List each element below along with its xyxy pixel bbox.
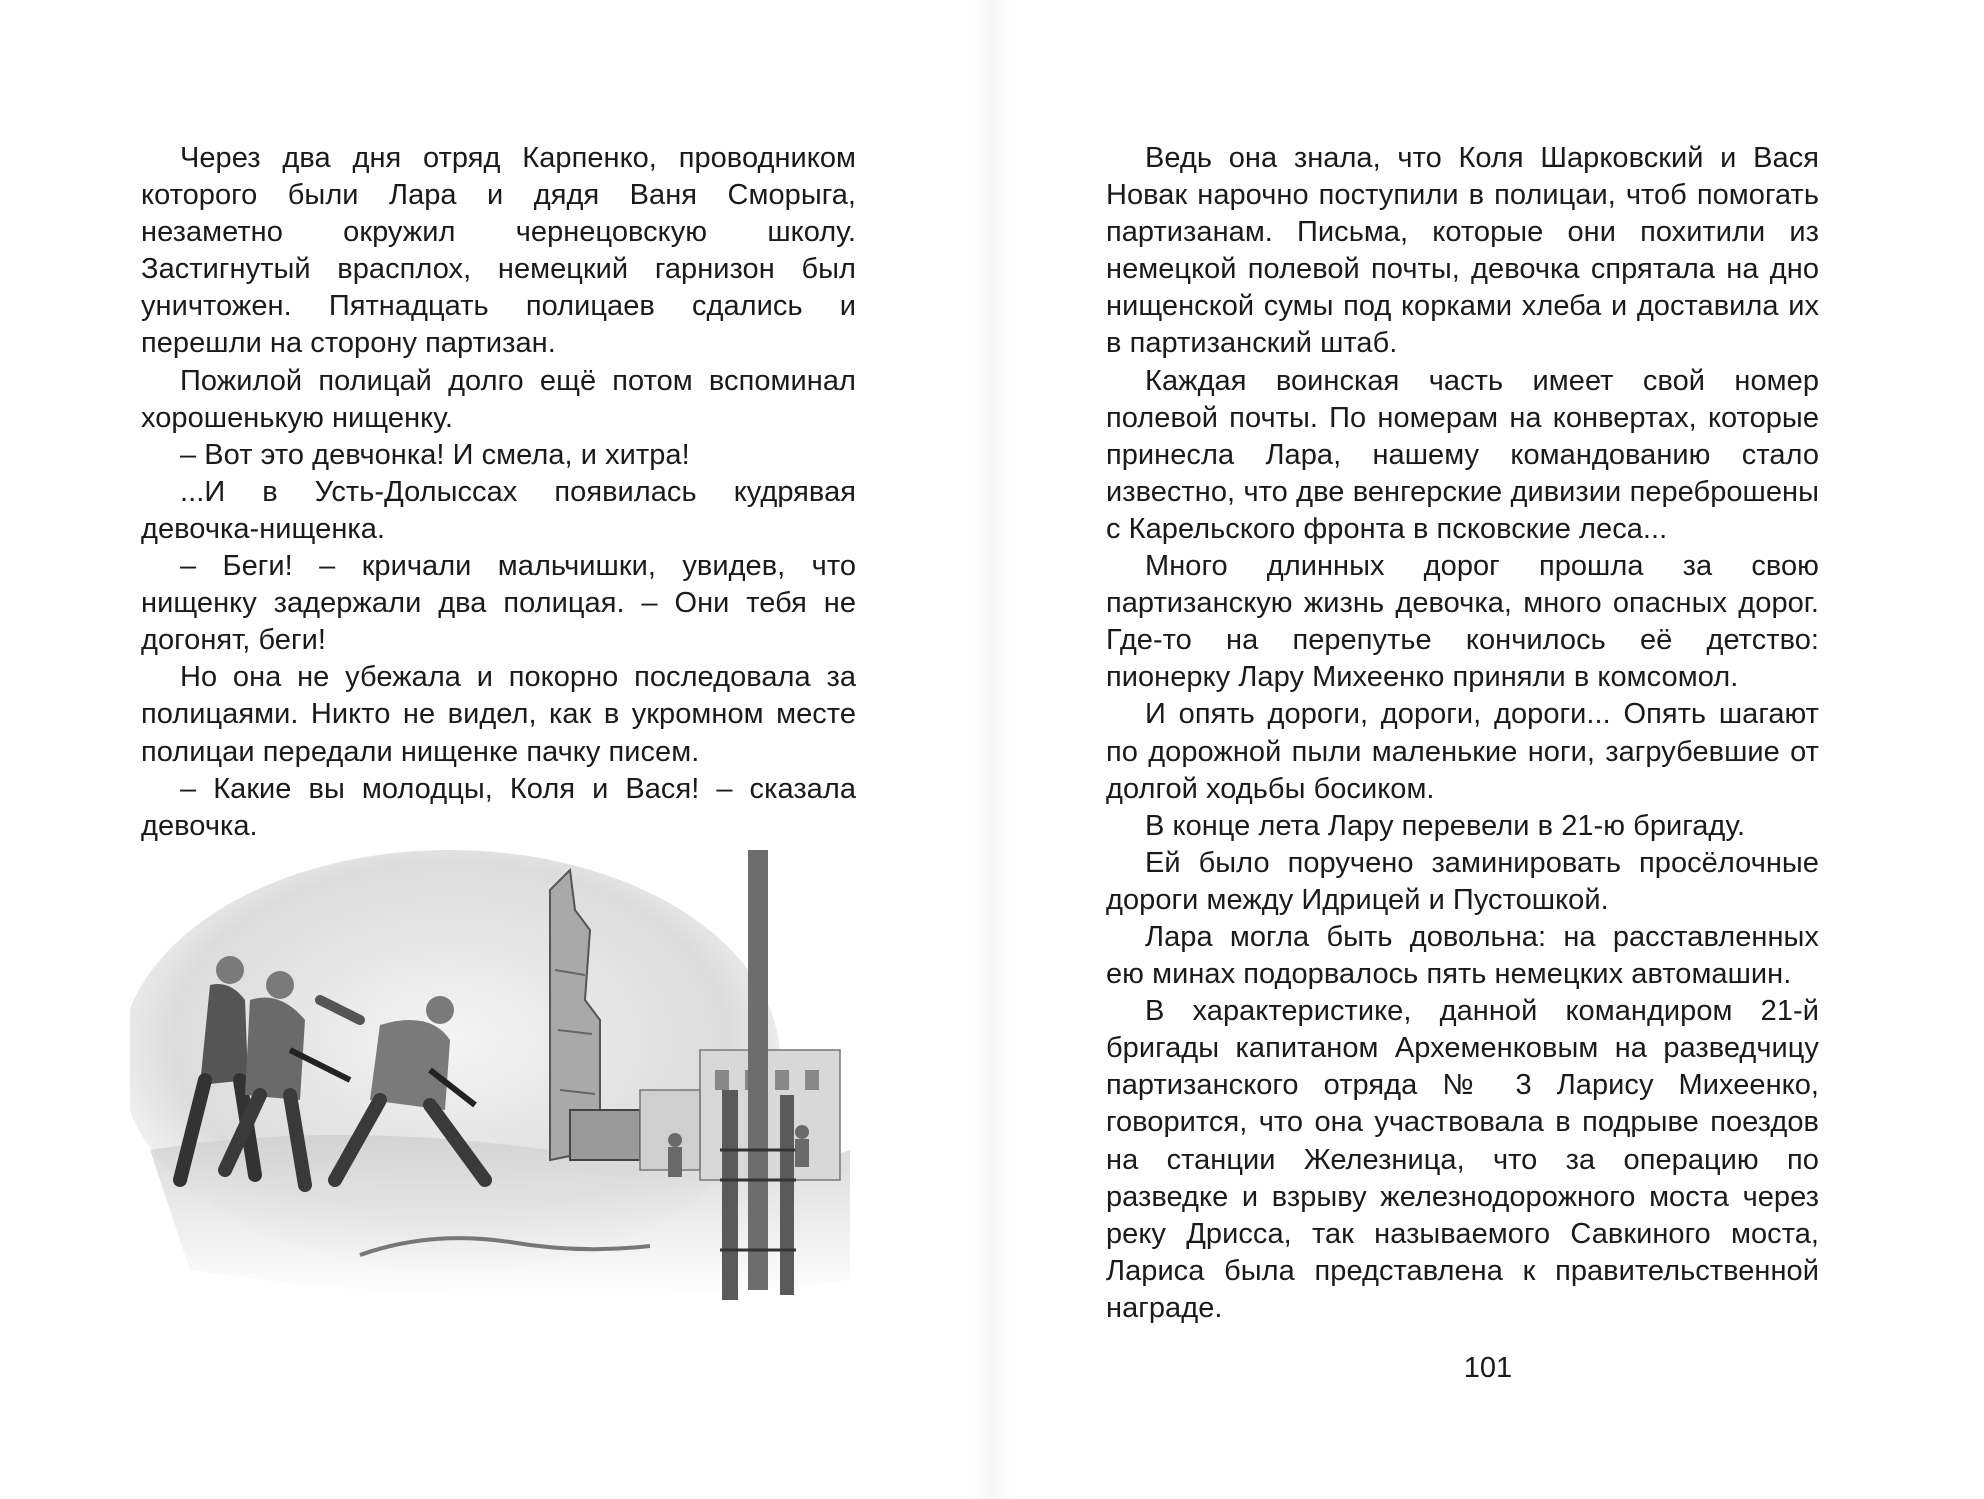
stone-block bbox=[570, 1110, 640, 1160]
building-window bbox=[805, 1070, 819, 1090]
building bbox=[700, 1050, 840, 1180]
left-page bbox=[0, 0, 990, 1499]
paragraph: ...И в Усть-Долыссах появилась кудрявая девочка-нищенка. bbox=[141, 475, 856, 545]
paragraph: В характеристике, данной командиром 21-й бригады капитаном Археменковым на разведчицу партизанского отряда № 3 Ларису Михеенко, говорится, что она участвовала в подрыве поездов на станции Железница, что за операцию по разведке и взрыву железнодорожного моста через реку Дрисса, так называемого Савкиного моста, Лариса была представлена к правительственной награде. bbox=[1106, 995, 1819, 1324]
partisans-running-illustration bbox=[130, 850, 860, 1320]
paragraph: В конце лета Лару перевели в 21-ю бригаду. bbox=[1145, 809, 1746, 842]
paragraph: Через два дня отряд Карпенко, проводником которого были Лара и дядя Ваня Сморыга, незаметно окружил чернецовскую школу. Застигнутый врасплох, немецкий гарнизон был уничтожен. Пятнадцать полицаев сдались и перешли на сторону партизан. bbox=[141, 142, 856, 360]
page-number: 101 bbox=[1463, 1352, 1513, 1384]
paragraph: – Вот это девчонка! И смела, и хитра! bbox=[180, 438, 690, 471]
paragraph: Пожилой полицай долго ещё потом вспоминал хорошенькую нищенку. bbox=[141, 364, 856, 434]
pole-post bbox=[722, 1090, 738, 1300]
illustration-drawing bbox=[130, 850, 860, 1320]
paragraph: – Какие вы молодцы, Коля и Вася! – сказала девочка. bbox=[141, 772, 856, 842]
left-page-text bbox=[141, 140, 856, 845]
paragraph: Лара могла быть довольна: на расставленных ею минах подорвалось пять немецких автомашин. bbox=[1106, 920, 1819, 991]
building-window bbox=[775, 1070, 789, 1090]
telegraph-pole bbox=[748, 850, 768, 1290]
paragraph: Много длинных дорог прошла за свою партизанскую жизнь девочка, много опасных дорог. Где-то на перепутье кончилось её детство: пионерку Лару Михеенко приняли в комсомол. bbox=[1106, 550, 1819, 694]
paragraph: – Беги! – кричали мальчишки, увидев, что нищенку задержали два полицая. – Они тебя не догонят, беги! bbox=[141, 550, 856, 657]
paragraph: Каждая воинская часть имеет свой номер полевой почты. По номерам на конвертах, которые принесла Лара, нашему командованию стало известно, что две венгерские дивизии переброшены с Карельского фронта в псковские леса... bbox=[1106, 364, 1819, 545]
paragraph: Ведь она знала, что Коля Шарковский и Вася Новак нарочно поступили в полицаи, чтоб помогать партизанам. Письма, которые они похитили из немецкой полевой почты, девочка спрятала на дно нищенской сумы под корками хлеба и доставила их в партизанский штаб. bbox=[1106, 142, 1819, 360]
paragraph: Но она не убежала и покорно последовала за полицаями. Никто не видел, как в укромном месте полицаи передали нищенке пачку писем. bbox=[141, 661, 856, 768]
paragraph: И опять дороги, дороги, дороги... Опять шагают по дорожной пыли маленькие ноги, загрубевшие от долгой ходьбы босиком. bbox=[1106, 698, 1819, 805]
right-page bbox=[992, 0, 1984, 1499]
pole-post bbox=[780, 1095, 794, 1295]
building-window bbox=[715, 1070, 729, 1090]
right-page-text bbox=[1106, 140, 1819, 1327]
paragraph: Ей было поручено заминировать просёлочные дороги между Идрицей и Пустошкой. bbox=[1106, 846, 1819, 916]
